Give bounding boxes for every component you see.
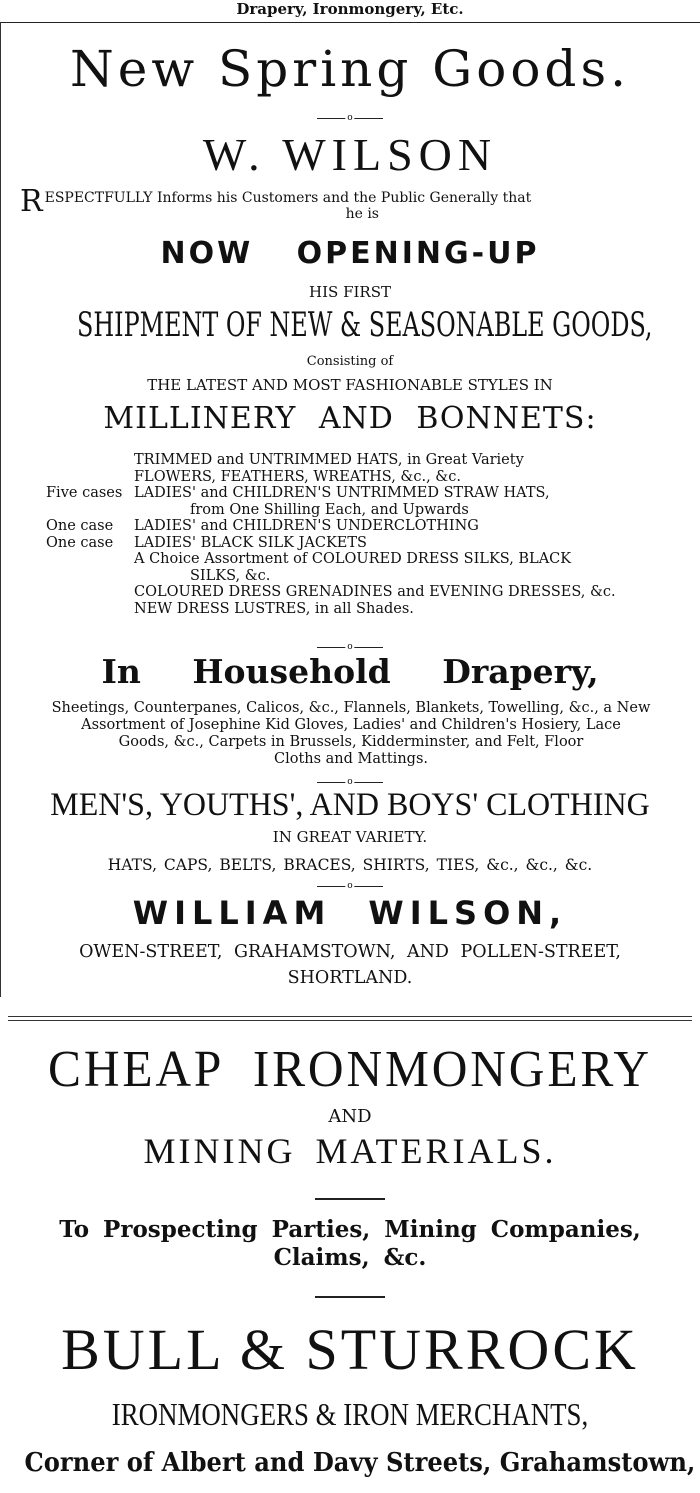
- household-line: Assortment of Josephine Kid Gloves, Ladies' and Children's Hosiery, Lace: [81, 717, 621, 733]
- page-header: Drapery, Ironmongery, Etc.: [236, 0, 464, 18]
- shipment-heading: SHIPMENT OF NEW & SEASONABLE GOODS,: [77, 305, 653, 345]
- great-variety-line: IN GREAT VARIETY.: [272, 828, 428, 846]
- latest-styles-line: THE LATEST AND MOST FASHIONABLE STYLES IN: [147, 376, 553, 394]
- intro-paragraph: [20, 184, 680, 222]
- household-line: Cloths and Mattings.: [273, 751, 428, 767]
- firm-name: BULL & STURROCK: [61, 1317, 639, 1382]
- signature-name: WILLIAM WILSON,: [132, 894, 568, 932]
- now-opening-heading: NOW OPENING-UP: [160, 236, 540, 271]
- goods-list: [46, 452, 700, 617]
- millinery-heading: MILLINERY AND BONNETS:: [103, 401, 597, 436]
- list-item: NEW DRESS LUSTRES, in all Shades.: [134, 600, 414, 617]
- ornament-divider: o: [317, 886, 383, 887]
- list-item: SILKS, &c.: [190, 567, 271, 584]
- list-prefix: One case: [46, 534, 114, 551]
- list-item: FLOWERS, FEATHERS, WREATHS, &c., &c.: [134, 468, 461, 485]
- household-line: Sheetings, Counterpanes, Calicos, &c., Flannels, Blankets, Towelling, &c., a New: [51, 700, 651, 716]
- prospecting-line: To Prospecting Parties, Mining Companies,: [59, 1216, 641, 1243]
- list-item: A Choice Assortment of COLOURED DRESS SILKS, BLACK: [134, 551, 572, 567]
- merchant-name: W. WILSON: [202, 129, 498, 180]
- short-rule: [315, 1198, 385, 1200]
- section-divider: [8, 1016, 692, 1021]
- list-item: TRIMMED and UNTRIMMED HATS, in Great Variety: [134, 452, 524, 468]
- short-rule: [315, 1296, 385, 1298]
- address-line: OWEN-STREET, GRAHAMSTOWN, AND POLLEN-STREET,: [79, 942, 621, 962]
- list-item: COLOURED DRESS GRENADINES and EVENING DRESSES, &c.: [134, 584, 616, 600]
- intro-line-2: he is: [345, 206, 379, 222]
- list-item: LADIES' BLACK SILK JACKETS: [134, 534, 367, 551]
- list-prefix: One case: [46, 518, 114, 534]
- ornament-divider: o: [317, 782, 383, 783]
- ad-title: New Spring Goods.: [70, 40, 630, 98]
- prospecting-text: [0, 1216, 700, 1272]
- hats-line: HATS, CAPS, BELTS, BRACES, SHIRTS, TIES, &c., &c., &c.: [107, 856, 593, 874]
- list-item: LADIES' and CHILDREN'S UNDERCLOTHING: [134, 518, 479, 534]
- prospecting-line: Claims, &c.: [273, 1244, 427, 1271]
- consisting-label: Consisting of: [306, 354, 394, 369]
- address-line: SHORTLAND.: [287, 968, 413, 988]
- his-first-label: HIS FIRST: [309, 283, 391, 301]
- ironmongery-heading: CHEAP IRONMONGERY: [48, 1041, 652, 1098]
- header-rule: [0, 22, 700, 23]
- household-line: Goods, &c., Carpets in Brussels, Kidderminster, and Felt, Floor: [118, 734, 584, 750]
- list-prefix: Five cases: [46, 485, 123, 501]
- mens-clothing-heading: MEN'S, YOUTHS', AND BOYS' CLOTHING: [50, 787, 650, 823]
- household-heading: In Household Drapery,: [101, 652, 599, 691]
- location-line: Corner of Albert and Davy Streets, Grahamstown,: [24, 1448, 696, 1478]
- drop-cap: R: [20, 184, 43, 219]
- list-item: from One Shilling Each, and Upwards: [190, 501, 469, 518]
- ornament-divider: o: [317, 647, 383, 648]
- intro-line: ESPECTFULLY Informs his Customers and the Public Generally that: [44, 190, 532, 206]
- ornament-divider: o: [317, 118, 383, 119]
- list-item: LADIES' and CHILDREN'S UNTRIMMED STRAW HATS,: [134, 485, 550, 501]
- trade-line: IRONMONGERS & IRON MERCHANTS,: [111, 1396, 589, 1432]
- and-label: AND: [328, 1106, 372, 1127]
- household-paragraph: [6, 700, 696, 768]
- mining-heading: MINING MATERIALS.: [143, 1131, 557, 1171]
